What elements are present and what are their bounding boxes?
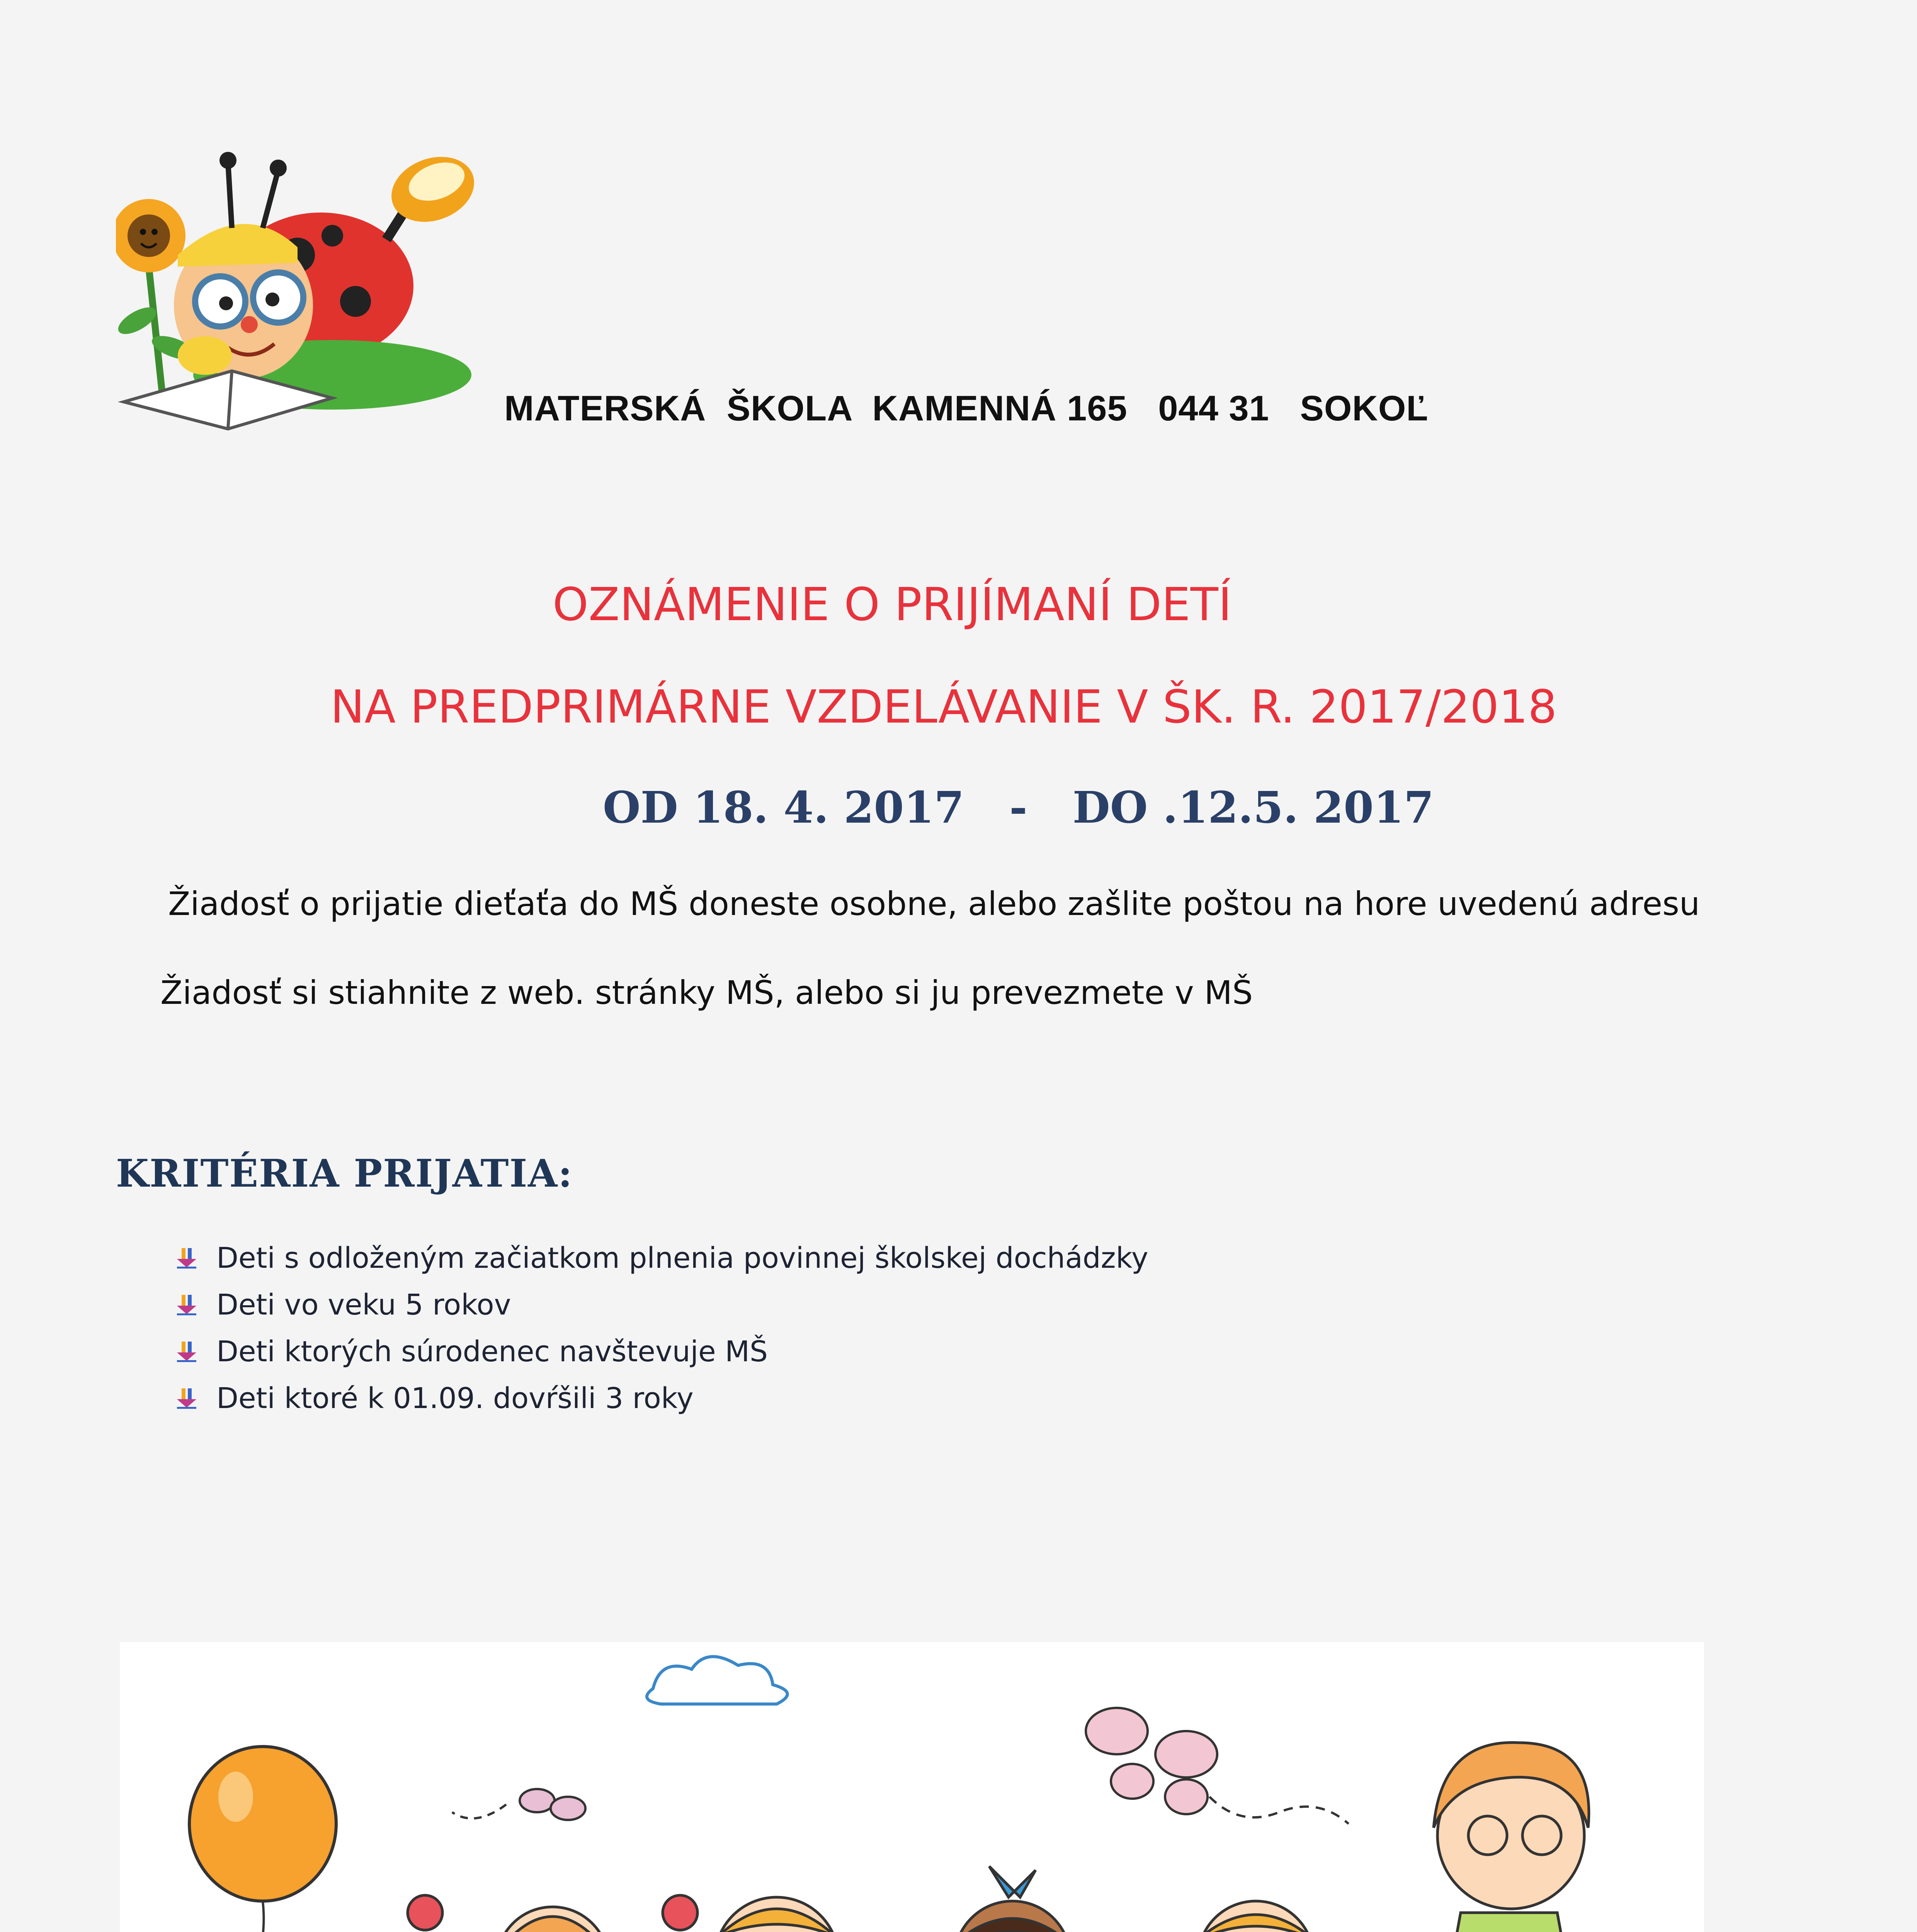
criteria-item-text: Deti s odloženým začiatkom plnenia povinnej školskej dochádzky bbox=[216, 1241, 1148, 1275]
admission-date-range: OD 18. 4. 2017 - DO .12.5. 2017 bbox=[603, 782, 1434, 833]
criteria-item bbox=[174, 1281, 1148, 1328]
criteria-item-text: Deti ktoré k 01.09. dovŕšili 3 roky bbox=[216, 1381, 694, 1415]
application-delivery-paragraph: Žiadosť o prijatie dieťaťa do MŠ doneste osobne, alebo zašlite poštou na hore uvedenú adresu bbox=[168, 885, 1700, 923]
admission-criteria-heading: KRITÉRIA PRIJATIA: bbox=[116, 1151, 573, 1196]
application-download-paragraph: Žiadosť si stiahnite z web. stránky MŠ, alebo si ju prevezmete v MŠ bbox=[160, 974, 1253, 1012]
criteria-item bbox=[174, 1328, 1148, 1375]
arrow-down-bullet-icon bbox=[174, 1247, 216, 1270]
arrow-down-bullet-icon bbox=[174, 1340, 216, 1363]
criteria-item bbox=[174, 1375, 1148, 1422]
announcement-title-line-1: OZNÁMENIE O PRIJÍMANÍ DETÍ bbox=[553, 578, 1232, 631]
admission-criteria-list bbox=[174, 1235, 1148, 1422]
announcement-title-line-2: NA PREDPRIMÁRNE VZDELÁVANIE V ŠK. R. 2017/2018 bbox=[330, 680, 1557, 733]
arrow-down-bullet-icon bbox=[174, 1387, 216, 1410]
criteria-item-text: Deti ktorých súrodenec navštevuje MŠ bbox=[216, 1335, 768, 1368]
ladybug-mascot-icon bbox=[116, 139, 483, 433]
arrow-down-bullet-icon bbox=[174, 1293, 216, 1316]
criteria-item-text: Deti vo veku 5 rokov bbox=[216, 1288, 511, 1321]
criteria-item bbox=[174, 1235, 1148, 1281]
school-address-header: MATERSKÁ ŠKOLA KAMENNÁ 165 044 31 SOKOĽ bbox=[504, 389, 1429, 428]
children-with-teacher-illustration bbox=[120, 1642, 1704, 1932]
